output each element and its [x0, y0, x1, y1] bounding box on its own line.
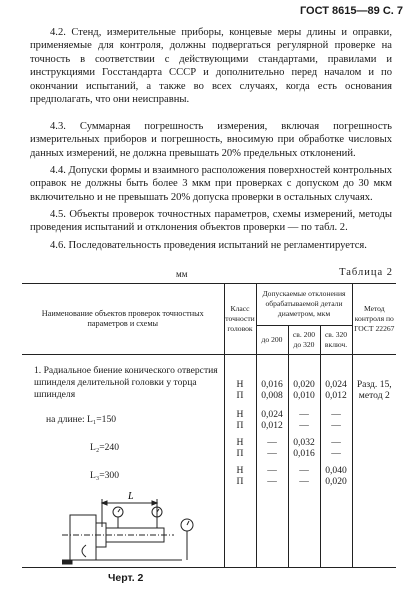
class-cell: Н П: [224, 459, 256, 487]
class-cell: Н П: [224, 431, 256, 459]
subheader-col-1: до 200: [256, 325, 288, 354]
units-label: мм: [176, 269, 188, 279]
value-cell: 0,032 0,016: [288, 431, 320, 459]
class-cell: Н П: [224, 355, 256, 402]
method-cell-empty: [352, 401, 396, 431]
table-title: Таблица 2: [339, 267, 393, 278]
value-cell: — —: [256, 459, 288, 487]
paragraph-4-3: 4.3. Суммарная погрешность измерения, включая погрешность измерительных приборов и погрешность, вносимую при обработке числовых данных измерений, не должна превышать 20% предельных отклонений.: [30, 121, 392, 159]
subheader-col-3: св. 320 включ.: [320, 325, 352, 354]
header-name: Наименование объектов проверок точностных параметров и схемы: [22, 284, 224, 355]
figure-caption: Черт. 2: [108, 572, 144, 584]
value-cell: 0,024 0,012: [320, 355, 352, 402]
paragraph-4-6: 4.6. Последовательность проведения испытаний не регламентируется.: [50, 240, 367, 251]
value-cell: 0,024 0,012: [256, 401, 288, 431]
dimension-label: L: [128, 491, 134, 502]
table-header-row: [22, 284, 396, 326]
table-row: [22, 459, 396, 487]
header-class: Класс точности головок: [224, 284, 256, 355]
spindle-runout-diagram: [62, 485, 202, 570]
value-cell: — —: [320, 401, 352, 431]
paragraph-4-5: 4.5. Объекты проверок точностных параметров, схемы измерений, методы проведения испытаний и отклонения объектов проверки — по табл. 2.: [30, 209, 392, 234]
row-label: L₃=300: [90, 470, 120, 481]
rotation-arrow-icon: [82, 545, 86, 557]
class-cell: Н П: [224, 401, 256, 431]
item-title: 1. Радиальное биение конического отверстия шпинделя делительной головки у торца шпинделя: [34, 365, 218, 400]
header-method: Метод контроля по ГОСТ 22267: [352, 284, 396, 355]
paragraph-4-4: 4.4. Допуски формы и взаимного расположения поверхностей контрольных оправок не должны быть более 3 мкм при проверках с допуском до 30 мкм включительно и не превышать 20% допуска проверки в остальных случаях.: [30, 165, 392, 203]
table-row: [22, 431, 396, 459]
header-tolerance: Допускаемые отклонения обрабатываемой детали диаметром, мкм: [256, 284, 352, 326]
page-header: ГОСТ 8615—89 С. 7: [299, 5, 403, 17]
subheader-col-2: св. 200 до 320: [288, 325, 320, 354]
table-row: [22, 401, 396, 431]
method-cell-empty: [352, 431, 396, 459]
method-cell: Разд. 15, метод 2: [352, 355, 396, 402]
table-row: [22, 355, 396, 402]
value-cell: — —: [288, 459, 320, 487]
value-cell: 0,040 0,020: [320, 459, 352, 487]
value-cell: 0,016 0,008: [256, 355, 288, 402]
value-cell: — —: [320, 431, 352, 459]
row-label: на длине: L₁=150: [46, 414, 117, 425]
value-cell: 0,020 0,010: [288, 355, 320, 402]
row-label: L₂=240: [90, 442, 120, 453]
paragraph-4-2: 4.2. Стенд, измерительные приборы, концевые меры длины и оправки, применяемые для контроля, должны подвергаться регулярной проверке на точность в соответствии с действующими стандартами, правилами и инструкциями Госстандарта СССР и дополнительно перед началом и по окончании испытаний, а также во всех случаях, когда есть основания предполагать, что они неисправны.: [30, 27, 392, 106]
value-cell: — —: [256, 431, 288, 459]
method-cell-empty: [352, 459, 396, 487]
value-cell: — —: [288, 401, 320, 431]
